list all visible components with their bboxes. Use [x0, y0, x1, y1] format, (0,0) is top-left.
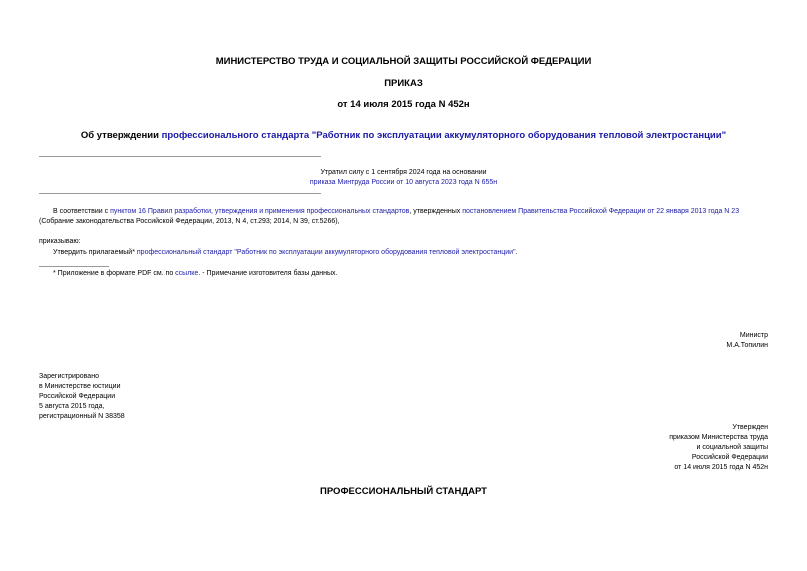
document-title [0, 130, 807, 141]
registration-line: 5 августа 2015 года, [39, 403, 105, 410]
title-standard-link[interactable]: профессионального стандарта "Работник по эксплуатации аккумуляторного оборудования тепловой электростанции" [161, 130, 727, 141]
registration-line: регистрационный N 38358 [39, 413, 125, 420]
doc-type-heading: ПРИКАЗ [384, 78, 423, 89]
registration-line: Российской Федерации [39, 393, 116, 400]
order-paragraph [53, 248, 518, 258]
approval-line: Утвержден [732, 424, 768, 431]
approval-line: от 14 июля 2015 года N 452н [674, 464, 768, 471]
approval-line: приказом Министерства труда [669, 434, 768, 441]
basis-text-3: (Собрание законодательства Российской Федерации, 2013, N 4, ст.293; 2014, N 39, ст.5266), [39, 218, 340, 225]
footnote [53, 269, 338, 279]
divider-bottom [39, 193, 321, 194]
standard-link[interactable]: профессиональный стандарт "Работник по эксплуатации аккумуляторного оборудования тепловой электростанции" [136, 249, 516, 256]
standard-heading: ПРОФЕССИОНАЛЬНЫЙ СТАНДАРТ [320, 486, 487, 497]
notice-link[interactable]: приказа Минтруда России от 10 августа 2023 года N 655н [309, 179, 498, 186]
approval-block [669, 423, 768, 473]
footnote-text-2: . - Примечание изготовителя базы данных. [198, 270, 338, 277]
basis-text-1: В соответствии с [53, 208, 111, 215]
order-text-1: Утвердить прилагаемый* [53, 249, 137, 256]
registration-line: Зарегистрировано [39, 373, 99, 380]
order-word: приказываю: [39, 238, 81, 245]
doc-date-number: от 14 июля 2015 года N 452н [337, 99, 470, 110]
basis-paragraph [39, 207, 771, 227]
notice-line: Утратил силу с 1 сентября 2024 года на основании [320, 169, 487, 176]
basis-text-2: , утвержденных [409, 208, 463, 215]
footnote-divider [39, 266, 109, 267]
order-text-2: . [515, 249, 518, 256]
signature-role: Министр [739, 332, 768, 339]
title-prefix: Об утверждении [80, 130, 162, 141]
approval-line: Российской Федерации [691, 454, 768, 461]
pdf-link[interactable]: ссылке [175, 270, 199, 277]
registration-line: в Министерстве юстиции [39, 383, 121, 390]
divider-top [39, 156, 321, 157]
footnote-text-1: * Приложение в формате PDF см. по [53, 270, 176, 277]
signature-name: М.А.Топилин [726, 342, 768, 349]
approval-line: и социальной защиты [696, 444, 768, 451]
registration-block [39, 372, 125, 422]
decree-link[interactable]: постановлением Правительства Российской Федерации от 22 января 2013 года N 23 [462, 208, 740, 215]
rules-link[interactable]: пунктом 16 Правил разработки, утверждения и применения профессиональных стандартов [110, 208, 410, 215]
ministry-heading: МИНИСТЕРСТВО ТРУДА И СОЦИАЛЬНОЙ ЗАЩИТЫ РОССИЙСКОЙ ФЕДЕРАЦИИ [215, 56, 592, 67]
